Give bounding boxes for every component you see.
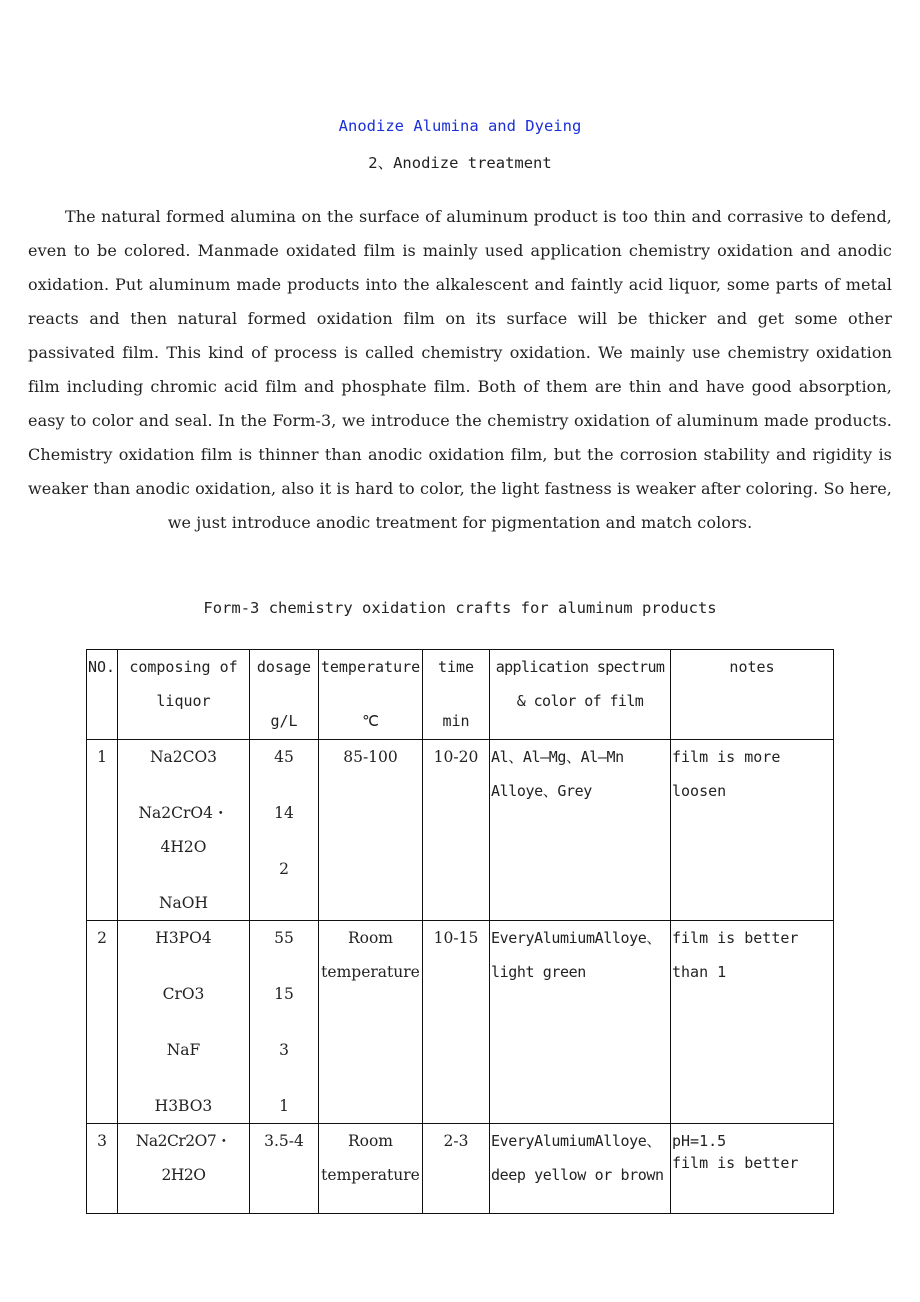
row-1-application-line-2: Alloye、Grey	[491, 782, 592, 800]
table-row	[87, 1124, 834, 1214]
row-2-no	[87, 921, 118, 1124]
row-3-application-line-2: deep yellow or brown	[491, 1166, 664, 1184]
row-1-time	[423, 740, 490, 921]
row-2-temperature-line-2: temperature	[321, 963, 420, 981]
row-1-no-value: 1	[97, 748, 107, 766]
row-3-notes-line-1: pH=1.5	[672, 1132, 727, 1150]
row-2-temperature	[319, 921, 423, 1124]
header-application-line-2: & color of film	[516, 692, 644, 710]
row-1-compound-1: Na2CO3	[149, 748, 218, 766]
row-1-notes-line-1: film is more	[672, 748, 781, 766]
row-2-application-line-1: EveryAlumiumAlloye、	[491, 929, 661, 947]
row-3-no	[87, 1124, 118, 1214]
row-2-compound-2: CrO3	[162, 985, 205, 1003]
row-1-dosage	[250, 740, 319, 921]
row-1-temperature	[319, 740, 423, 921]
row-3-application	[490, 1124, 671, 1214]
header-no	[87, 650, 118, 740]
row-3-dosage	[250, 1124, 319, 1214]
row-3-time	[423, 1124, 490, 1214]
row-3-composing	[118, 1124, 250, 1214]
row-2-compound-3: NaF	[166, 1041, 201, 1059]
row-1-compound-3: NaOH	[158, 894, 209, 912]
header-application-line-1: application spectrum	[495, 658, 665, 676]
row-2-compound-1: H3PO4	[155, 929, 212, 947]
row-2-notes-line-1: film is better	[672, 929, 799, 947]
header-temperature-line-1: temperature	[320, 658, 421, 676]
row-3-temperature-line-2: temperature	[321, 1166, 420, 1184]
row-1-application	[490, 740, 671, 921]
header-composing-line-1: composing of	[129, 658, 238, 676]
row-2-dosage-2: 15	[274, 985, 294, 1003]
row-1-temperature-value: 85-100	[343, 748, 398, 766]
table-header-row	[87, 650, 834, 740]
row-1-no	[87, 740, 118, 921]
row-1-time-value: 10-20	[433, 748, 479, 766]
row-3-dosage-1: 3.5-4	[264, 1132, 304, 1150]
row-2-application	[490, 921, 671, 1124]
row-2-dosage	[250, 921, 319, 1124]
row-2-dosage-3: 3	[279, 1041, 289, 1059]
row-3-temperature	[319, 1124, 423, 1214]
header-dosage-line-2: g/L	[270, 712, 298, 730]
row-2-composing	[118, 921, 250, 1124]
row-2-application-line-2: light green	[491, 963, 586, 981]
header-temperature	[319, 650, 423, 740]
row-2-temperature-line-1: Room	[347, 929, 394, 947]
row-3-application-line-1: EveryAlumiumAlloye、	[491, 1132, 661, 1150]
row-3-compound-1: Na2Cr2O7・2H2O	[135, 1132, 232, 1184]
header-composing-line-2: liquor	[156, 692, 211, 710]
row-2-notes	[671, 921, 834, 1124]
header-application	[490, 650, 671, 740]
row-2-no-value: 2	[97, 929, 107, 947]
body-paragraph: The natural formed alumina on the surface of aluminum product is too thin and corrasive to defend, even to be colored. Manmade oxidated film is mainly used application chemistry oxidation and anodic oxidation. Put aluminum made products into the alkalescent and faintly acid liquor, some parts of metal reacts and then natural formed oxidation film on its surface will be thicker and get some other passivated film. This kind of process is called chemistry oxidation. We mainly use chemistry oxidation film including chromic acid film and phosphate film. Both of them are thin and have good absorption, easy to color and seal. In the Form-3, we introduce the chemistry oxidation of aluminum made products. Chemistry oxidation film is thinner than anodic oxidation film, but the corrosion stability and rigidity is weaker than anodic oxidation, also it is hard to color, the light fastness is weaker after coloring. So here, we just introduce anodic treatment for pigmentation and match colors.	[28, 207, 892, 532]
header-composing	[118, 650, 250, 740]
table-row	[87, 740, 834, 921]
row-1-composing	[118, 740, 250, 921]
row-1-application-line-1: Al、Al—Mg、Al—Mn	[491, 748, 624, 766]
header-time-line-2: min	[442, 712, 470, 730]
row-2-compound-4: H3BO3	[154, 1097, 213, 1115]
header-no-label: NO.	[88, 658, 116, 676]
row-2-notes-line-2: than 1	[672, 963, 727, 981]
section-subtitle: 2、Anodize treatment	[368, 154, 552, 172]
row-1-dosage-1: 45	[274, 748, 294, 766]
row-1-dosage-3: 2	[279, 860, 289, 878]
row-1-compound-2: Na2CrO4・4H2O	[138, 804, 229, 856]
table-row	[87, 921, 834, 1124]
row-1-notes	[671, 740, 834, 921]
header-time	[423, 650, 490, 740]
row-1-dosage-2: 14	[274, 804, 294, 822]
table-caption: Form-3 chemistry oxidation crafts for aluminum products	[203, 599, 717, 617]
row-2-dosage-1: 55	[274, 929, 294, 947]
header-notes-label: notes	[729, 658, 775, 676]
header-notes	[671, 650, 834, 740]
document-title: Anodize Alumina and Dyeing	[338, 117, 582, 135]
header-dosage-line-1: dosage	[256, 658, 312, 676]
row-2-time-value: 10-15	[433, 929, 479, 947]
crafts-table	[86, 649, 834, 1214]
row-1-notes-line-2: loosen	[672, 782, 727, 800]
header-temperature-line-2: ℃	[362, 712, 379, 730]
row-3-no-value: 3	[97, 1132, 107, 1150]
row-2-dosage-4: 1	[279, 1097, 289, 1115]
row-3-notes	[671, 1124, 834, 1214]
row-2-time	[423, 921, 490, 1124]
row-3-notes-line-2: film is better	[672, 1154, 799, 1172]
row-3-temperature-line-1: Room	[347, 1132, 394, 1150]
row-3-time-value: 2-3	[443, 1132, 469, 1150]
header-dosage	[250, 650, 319, 740]
header-time-line-1: time	[437, 658, 475, 676]
